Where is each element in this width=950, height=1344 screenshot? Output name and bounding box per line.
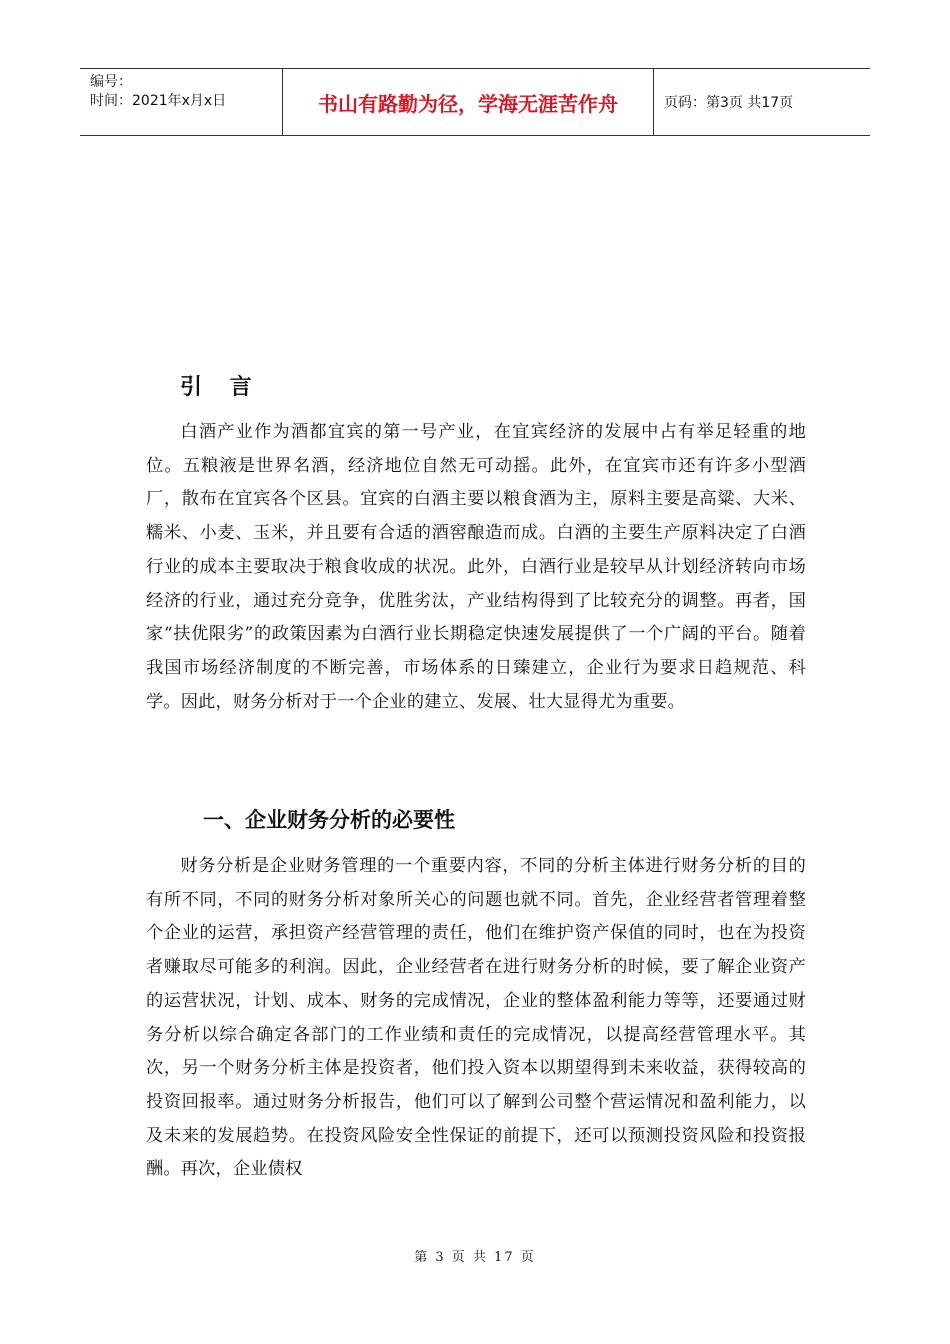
number-label: 编号：	[90, 74, 132, 90]
page-header	[80, 68, 870, 136]
intro-heading: 引 言	[180, 375, 262, 400]
page-footer: 第 3 页 共 17 页	[414, 1250, 536, 1265]
header-meta	[80, 69, 282, 135]
header-motto: 书山有路勤为径，学海无涯苦作舟	[282, 69, 654, 135]
time-label: 时间：2021年x月x日	[90, 93, 227, 109]
section-heading: 一、企业财务分析的必要性	[203, 808, 455, 832]
header-page-code: 页码：第3页 共17页	[664, 95, 794, 111]
intro-paragraph: 白酒产业作为酒都宜宾的第一号产业，在宜宾经济的发展中占有举足轻重的地位。五粮液是世界名酒，经济地位自然无可动摇。此外，在宜宾市还有许多小型酒厂，散布在宜宾各个区县。宜宾的白酒主要以粮食酒为主，原料主要是高粱、大米、糯米、小麦、玉米，并且要有合适的酒窖酿造而成。白酒的主要生产原料决定了白酒行业的成本主要取决于粮食收成的状况。此外，白酒行业是较早从计划经济转向市场经济的行业，通过充分竞争，优胜劣汰，产业结构得到了比较充分的调整。再者，国家“扶优限劣”的政策因素为白酒行业长期稳定快速发展提供了一个广阔的平台。随着我国市场经济制度的不断完善，市场体系的日臻建立，企业行为要求日趋规范、科学。因此，财务分析对于一个企业的建立、发展、壮大显得尤为重要。	[146, 422, 806, 712]
section-paragraph: 财务分析是企业财务管理的一个重要内容，不同的分析主体进行财务分析的目的有所不同，不同的财务分析对象所关心的问题也就不同。首先，企业经营者管理着整个企业的运营，承担资产经营管理的责任，他们在维护资产保值的同时，也在为投资者赚取尽可能多的利润。因此，企业经营者在进行财务分析的时候，要了解企业资产的运营状况，计划、成本、财务的完成情况，企业的整体盈利能力等等，还要通过财务分析以综合确定各部门的工作业绩和责任的完成情况，以提高经营管理水平。其次，另一个财务分析主体是投资者，他们投入资本以期望得到未来收益，获得较高的投资回报率。通过财务分析报告，他们可以了解到公司整个营运情况和盈利能力，以及未来的发展趋势。在投资风险安全性保证的前提下，还可以预测投资风险和投资报酬。再次，企业债权	[146, 856, 806, 1180]
